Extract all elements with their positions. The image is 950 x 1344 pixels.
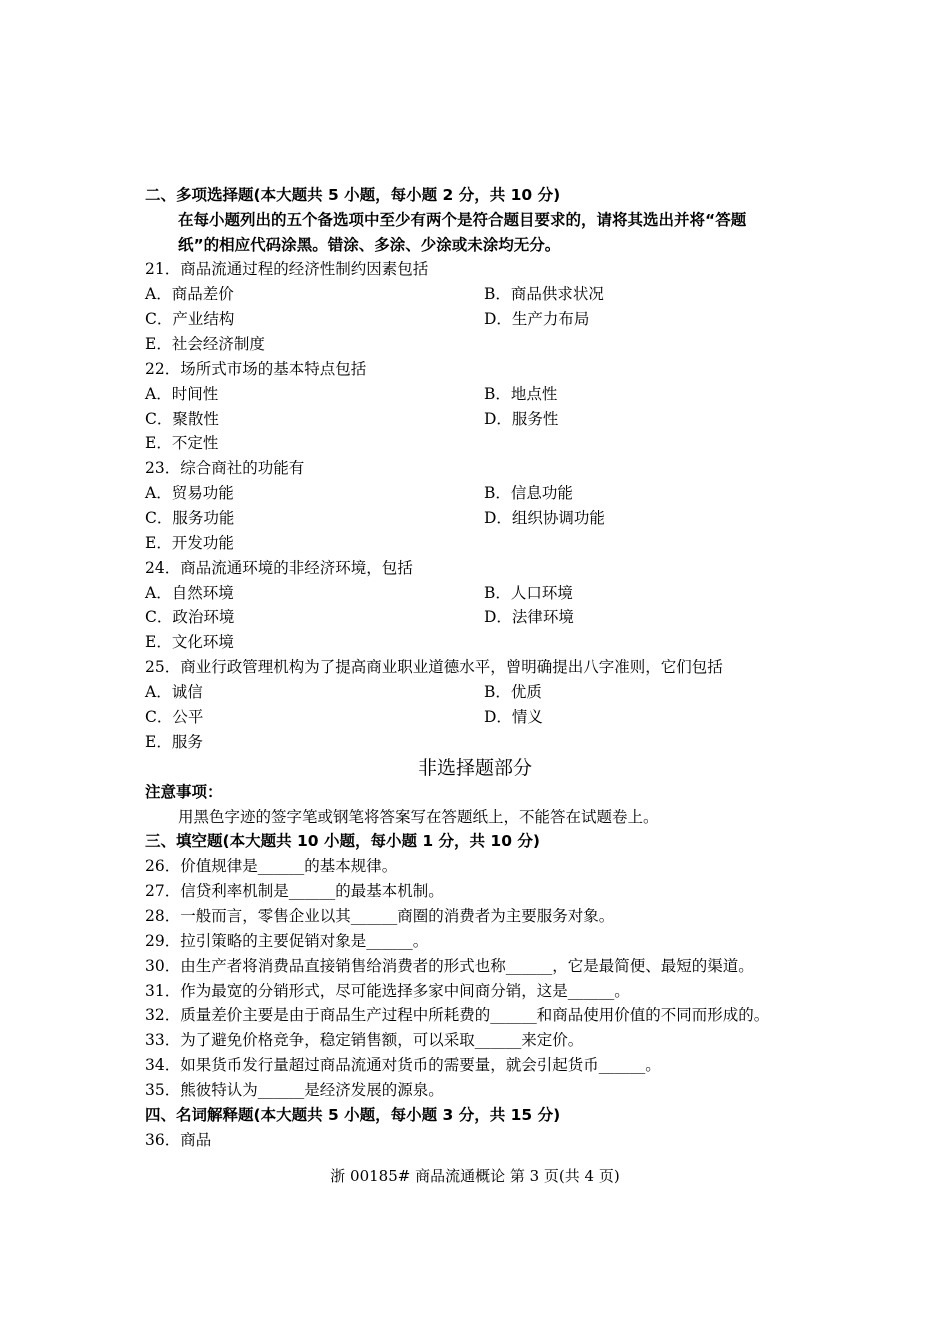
option-b: B．信息功能: [484, 484, 573, 502]
option-d: D．服务性: [484, 410, 559, 428]
question-stem: 25．商业行政管理机构为了提高商业职业道德水平，曾明确提出八字准则，它们包括: [145, 658, 723, 676]
section3-heading: 三、填空题(本大题共 10 小题，每小题 1 分，共 10 分): [145, 832, 540, 850]
option-c: C．服务功能: [145, 509, 235, 527]
section2-instruction-line2: 纸”的相应代码涂黑。错涂、多涂、少涂或未涂均无分。: [178, 236, 561, 254]
option-c: C．政治环境: [145, 608, 235, 626]
fill-question: 34．如果货币发行量超过商品流通对货币的需要量，就会引起货币______。: [145, 1056, 661, 1074]
fill-question: 26．价值规律是______的基本规律。: [145, 857, 398, 875]
option-a: A．自然环境: [145, 584, 234, 602]
fill-question: 35．熊彼特认为______是经济发展的源泉。: [145, 1081, 444, 1099]
option-d: D．法律环境: [484, 608, 574, 626]
option-b: B．人口环境: [484, 584, 573, 602]
notice-label: 注意事项：: [145, 783, 223, 801]
fill-question: 28．一般而言，零售企业以其______商圈的消费者为主要服务对象。: [145, 907, 615, 925]
fill-question: 29．拉引策略的主要促销对象是______。: [145, 932, 429, 950]
option-e: E．文化环境: [145, 633, 234, 651]
option-c: C．产业结构: [145, 310, 235, 328]
term-question: 36．商品: [145, 1131, 212, 1149]
question-stem: 24．商品流通环境的非经济环境，包括: [145, 559, 413, 577]
option-e: E．开发功能: [145, 534, 234, 552]
option-e: E．服务: [145, 733, 203, 751]
question-stem: 21．商品流通过程的经济性制约因素包括: [145, 260, 429, 278]
fill-question: 33．为了避免价格竞争，稳定销售额，可以采取______来定价。: [145, 1031, 584, 1049]
option-a: A．时间性: [145, 385, 219, 403]
option-d: D．情义: [484, 708, 543, 726]
option-a: A．商品差价: [145, 285, 234, 303]
section2-heading: 二、多项选择题(本大题共 5 小题，每小题 2 分，共 10 分): [145, 186, 561, 204]
option-e: E．社会经济制度: [145, 335, 265, 353]
option-b: B．优质: [484, 683, 542, 701]
page-footer: 浙 00185# 商品流通概论 第 3 页(共 4 页): [330, 1167, 620, 1185]
option-a: A．贸易功能: [145, 484, 234, 502]
notice-text: 用黑色字迹的签字笔或钢笔将答案写在答题纸上，不能答在试题卷上。: [178, 808, 659, 826]
fill-question: 32．质量差价主要是由于商品生产过程中所耗费的______和商品使用价值的不同而形成的。: [145, 1006, 770, 1024]
option-b: B．地点性: [484, 385, 558, 403]
option-b: B．商品供求状况: [484, 285, 604, 303]
option-d: D．组织协调功能: [484, 509, 605, 527]
option-e: E．不定性: [145, 434, 219, 452]
question-stem: 23．综合商社的功能有: [145, 459, 305, 477]
section4-heading: 四、名词解释题(本大题共 5 小题，每小题 3 分，共 15 分): [145, 1106, 561, 1124]
fill-question: 27．信贷利率机制是______的最基本机制。: [145, 882, 444, 900]
nonchoice-title: 非选择题部分: [417, 757, 532, 779]
fill-question: 30．由生产者将消费品直接销售给消费者的形式也称______，它是最简便、最短的渠道。: [145, 957, 754, 975]
fill-question: 31．作为最宽的分销形式，尽可能选择多家中间商分销，这是______。: [145, 982, 630, 1000]
option-c: C．聚散性: [145, 410, 219, 428]
question-stem: 22．场所式市场的基本特点包括: [145, 360, 367, 378]
section2-instruction-line1: 在每小题列出的五个备选项中至少有两个是符合题目要求的，请将其选出并将“答题: [178, 211, 747, 229]
option-a: A．诚信: [145, 683, 203, 701]
option-d: D．生产力布局: [484, 310, 590, 328]
option-c: C．公平: [145, 708, 204, 726]
